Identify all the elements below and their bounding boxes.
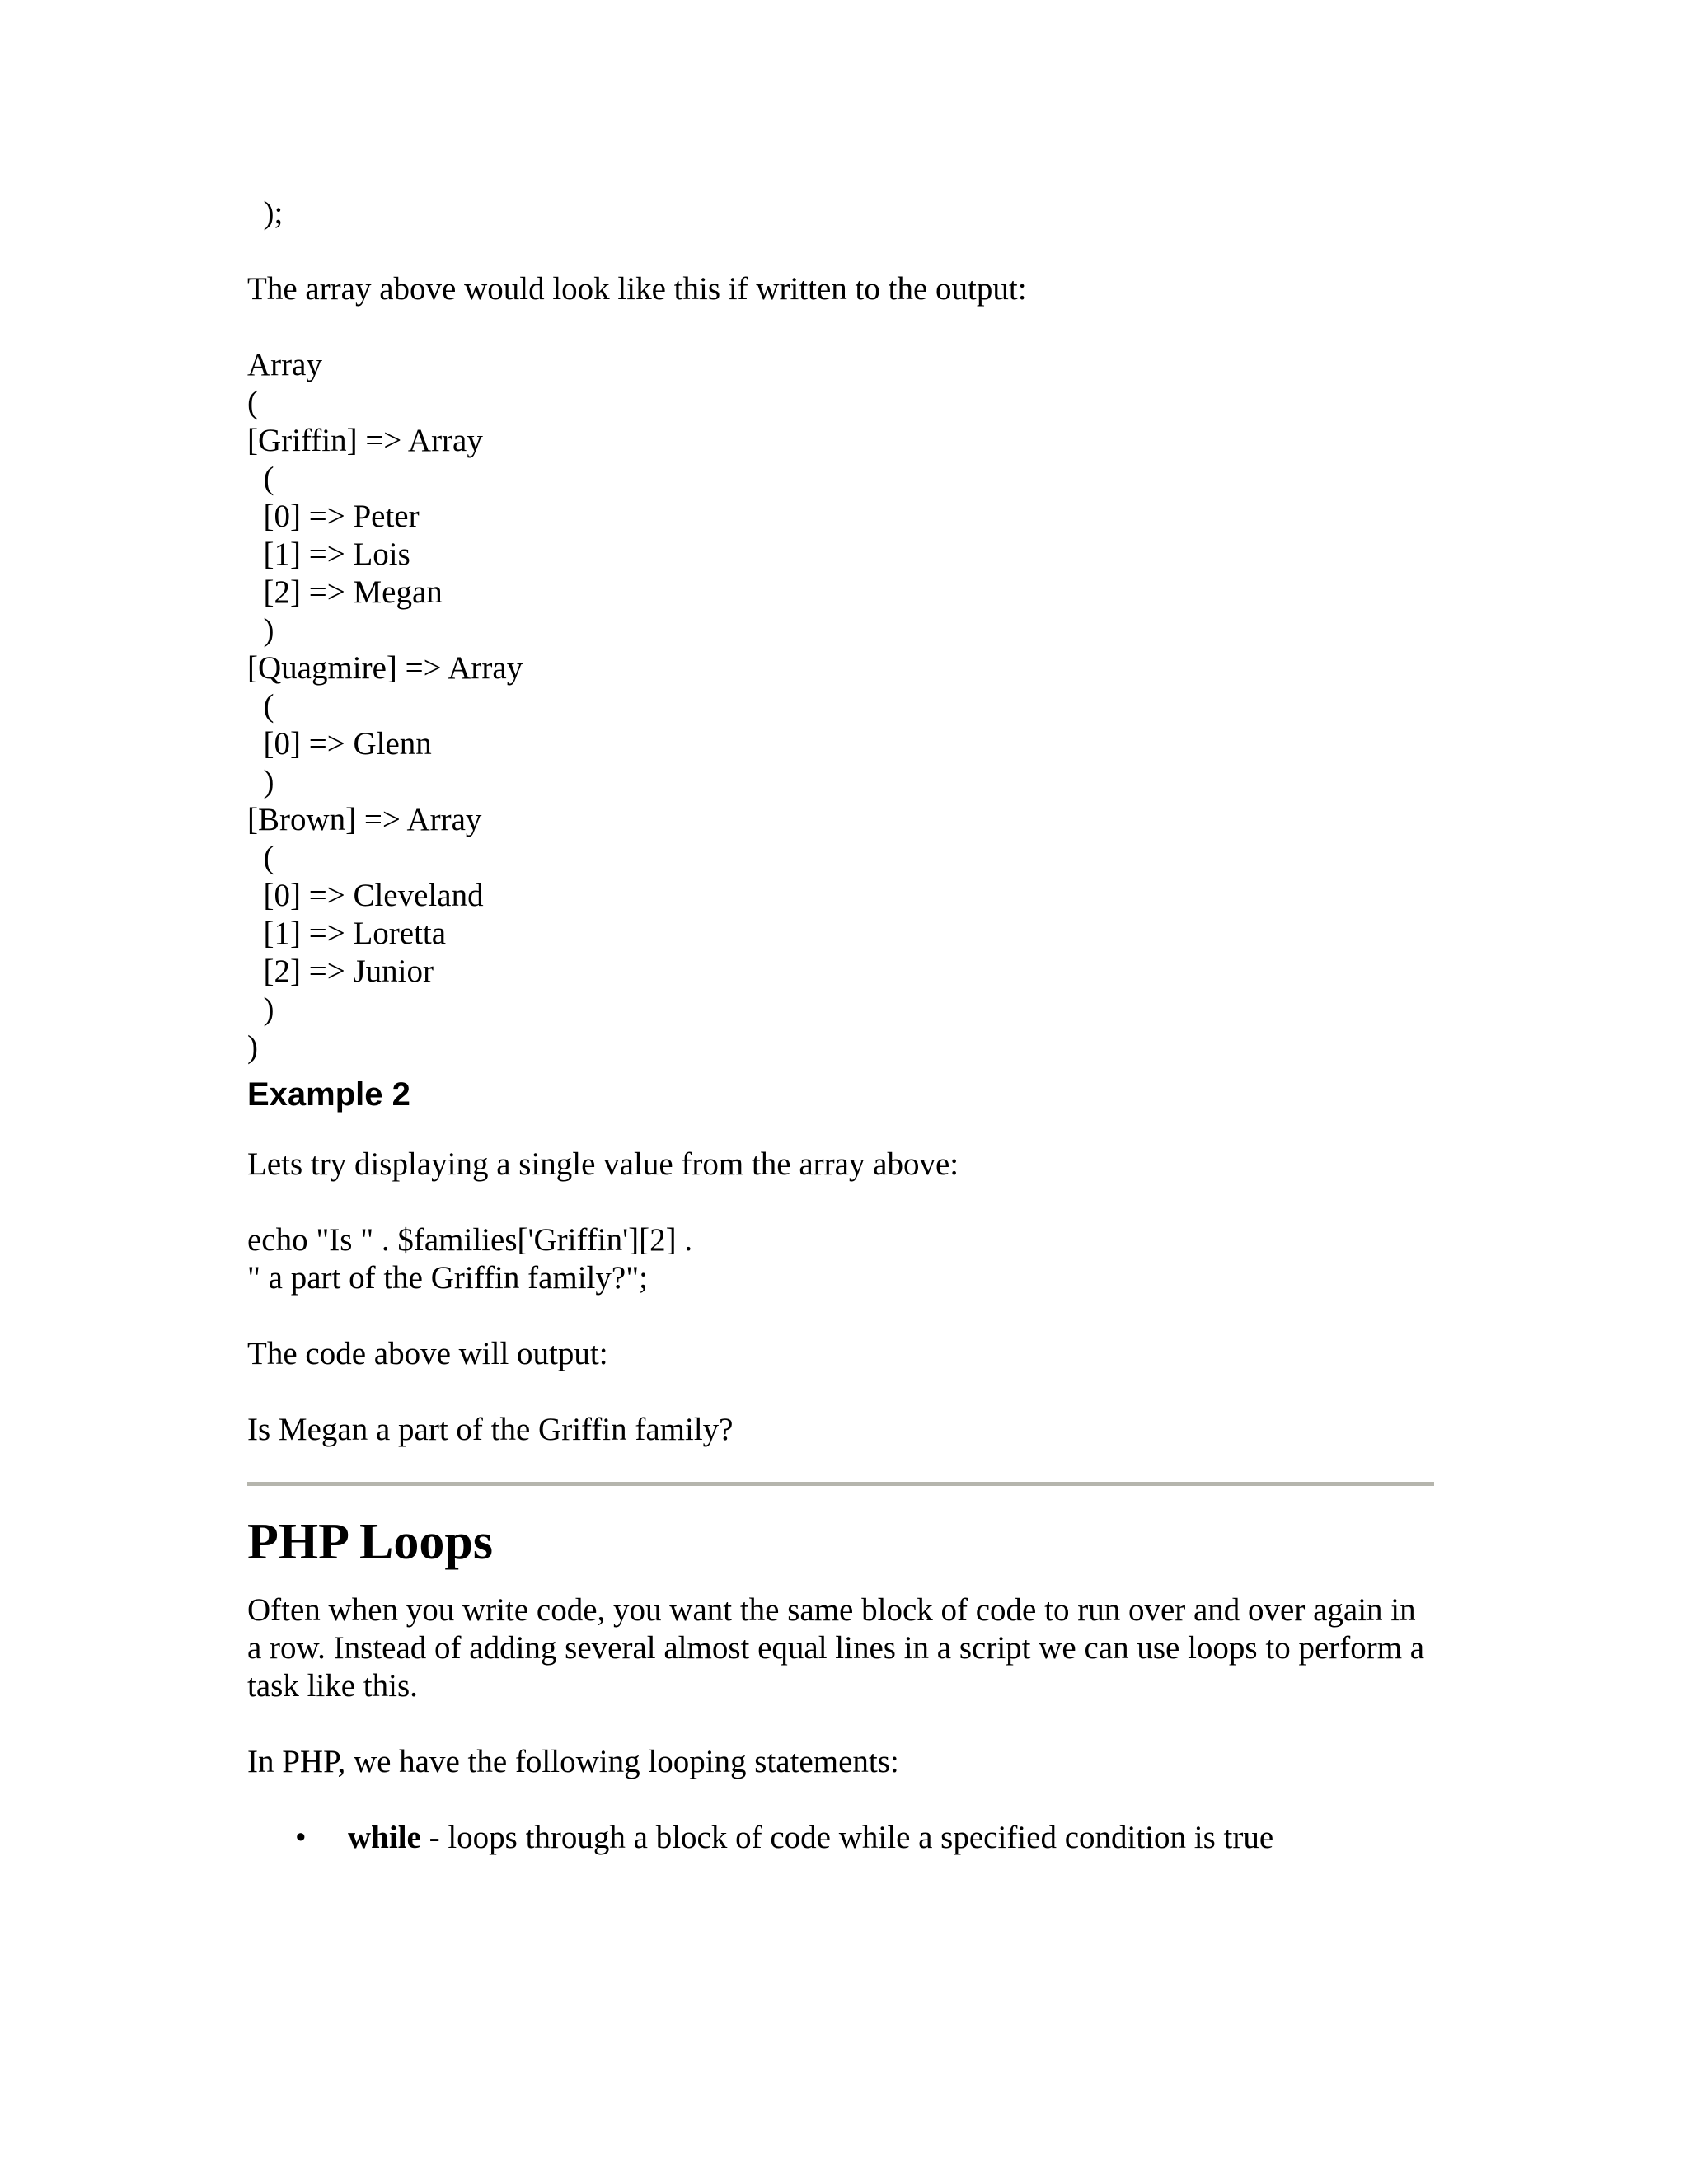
example-2-output: Is Megan a part of the Griffin family? — [247, 1412, 734, 1447]
output-intro-text: The array above would look like this if written to the output: — [247, 271, 1027, 307]
horizontal-divider — [247, 1482, 1434, 1486]
output-line: ( — [247, 840, 274, 875]
output-line: [0] => Cleveland — [247, 878, 484, 913]
output-line: [2] => Junior — [247, 954, 434, 989]
list-item — [247, 1819, 1434, 1857]
output-line: ) — [247, 1029, 258, 1065]
output-line: ) — [247, 991, 274, 1027]
example-2-heading: Example 2 — [247, 1076, 410, 1113]
output-line: [0] => Glenn — [247, 726, 432, 762]
output-line: [Brown] => Array — [247, 802, 482, 837]
bullet-icon: • — [295, 1820, 307, 1855]
example-2-code-line-2: " a part of the Griffin family?"; — [247, 1260, 648, 1296]
php-loops-heading: PHP Loops — [247, 1514, 494, 1570]
output-line: ) — [247, 764, 274, 799]
code-closing-line: ); — [247, 195, 284, 231]
output-line: [Griffin] => Array — [247, 423, 483, 458]
output-line: ( — [247, 461, 274, 496]
loops-paragraph-2: In PHP, we have the following looping statements: — [247, 1744, 899, 1779]
array-output-block — [247, 346, 1434, 1066]
loops-paragraph-1: Often when you write code, you want the same block of code to run over and over again in a row. Instead of adding several almost equal lines in a script we can use loops to perform a task like this. — [247, 1592, 1425, 1704]
output-line: ( — [247, 688, 274, 724]
output-line: [0] => Peter — [247, 499, 420, 534]
example-2-code-line-1: echo "Is " . $families['Griffin'][2] . — [247, 1222, 693, 1258]
looping-statements-list — [247, 1819, 1434, 1857]
example-2-intro: Lets try displaying a single value from the array above: — [247, 1146, 959, 1182]
output-line: ) — [247, 612, 274, 648]
list-item-description: - loops through a block of code while a specified condition is true — [420, 1820, 1274, 1855]
example-2-output-intro: The code above will output: — [247, 1336, 608, 1371]
output-line: [Quagmire] => Array — [247, 650, 523, 686]
page-content — [247, 194, 1434, 1857]
output-line: [1] => Lois — [247, 537, 410, 572]
output-line: Array — [247, 347, 322, 382]
output-line: ( — [247, 385, 258, 420]
list-item-term: while — [348, 1820, 421, 1855]
output-line: [2] => Megan — [247, 574, 443, 610]
output-line: [1] => Loretta — [247, 916, 447, 951]
